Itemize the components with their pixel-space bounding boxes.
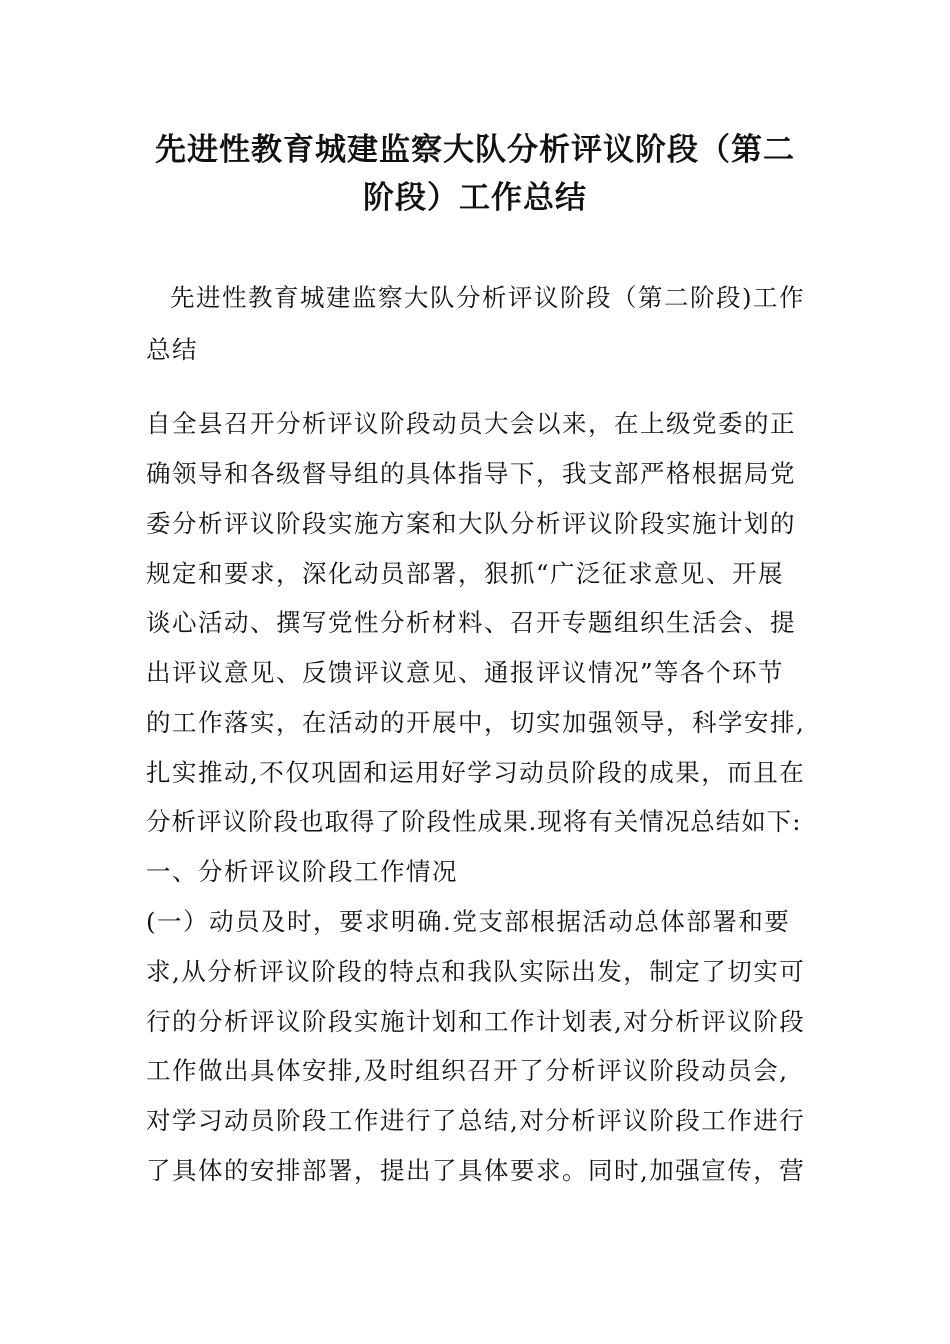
body-line: 工作做出具体安排,及时组织召开了分析评议阶段动员会,	[146, 1056, 789, 1085]
subtitle-line-1: 先进性教育城建监察大队分析评议阶段（第二阶段)工作	[170, 283, 806, 312]
body-line: 行的分析评议阶段实施计划和工作计划表,对分析评议阶段	[146, 1007, 806, 1036]
document-title-line-2: 阶段）工作总结	[363, 180, 587, 216]
body-line: 对学习动员阶段工作进行了总结,对分析评议阶段工作进行	[146, 1106, 806, 1135]
body-line: 出评议意见、反馈评议意见、通报评议情况”等各个环节	[146, 658, 785, 687]
body-line: 谈心活动、撰写党性分析材料、召开专题组织生活会、提	[146, 608, 796, 637]
body-line: (一）动员及时，要求明确.党支部根据活动总体部署和要	[146, 907, 791, 936]
body-line: 的工作落实，在活动的开展中，切实加强领导，科学安排,	[146, 708, 806, 737]
subtitle-line-2: 总结	[146, 335, 198, 364]
body-line: 自全县召开分析评议阶段动员大会以来，在上级党委的正	[146, 409, 796, 438]
body-line: 委分析评议阶段实施方案和大队分析评议阶段实施计划的	[146, 509, 796, 538]
body-line: 求,从分析评议阶段的特点和我队实际出发，制定了切实可	[146, 957, 806, 986]
body-line: 确领导和各级督导组的具体指导下，我支部严格根据局党	[146, 459, 796, 488]
document-title-line-1: 先进性教育城建监察大队分析评议阶段（第二	[155, 132, 795, 168]
body-line: 规定和要求，深化动员部署，狠抓“广泛征求意见、开展	[146, 559, 785, 588]
body-line: 分析评议阶段也取得了阶段性成果.现将有关情况总结如下:	[146, 807, 802, 836]
section-heading: 一、分析评议阶段工作情况	[146, 857, 458, 886]
body-line: 扎实推动,不仅巩固和运用好学习动员阶段的成果，而且在	[146, 758, 806, 787]
body-line: 了具体的安排部署，提出了具体要求。同时,加强宣传，营	[146, 1156, 806, 1185]
